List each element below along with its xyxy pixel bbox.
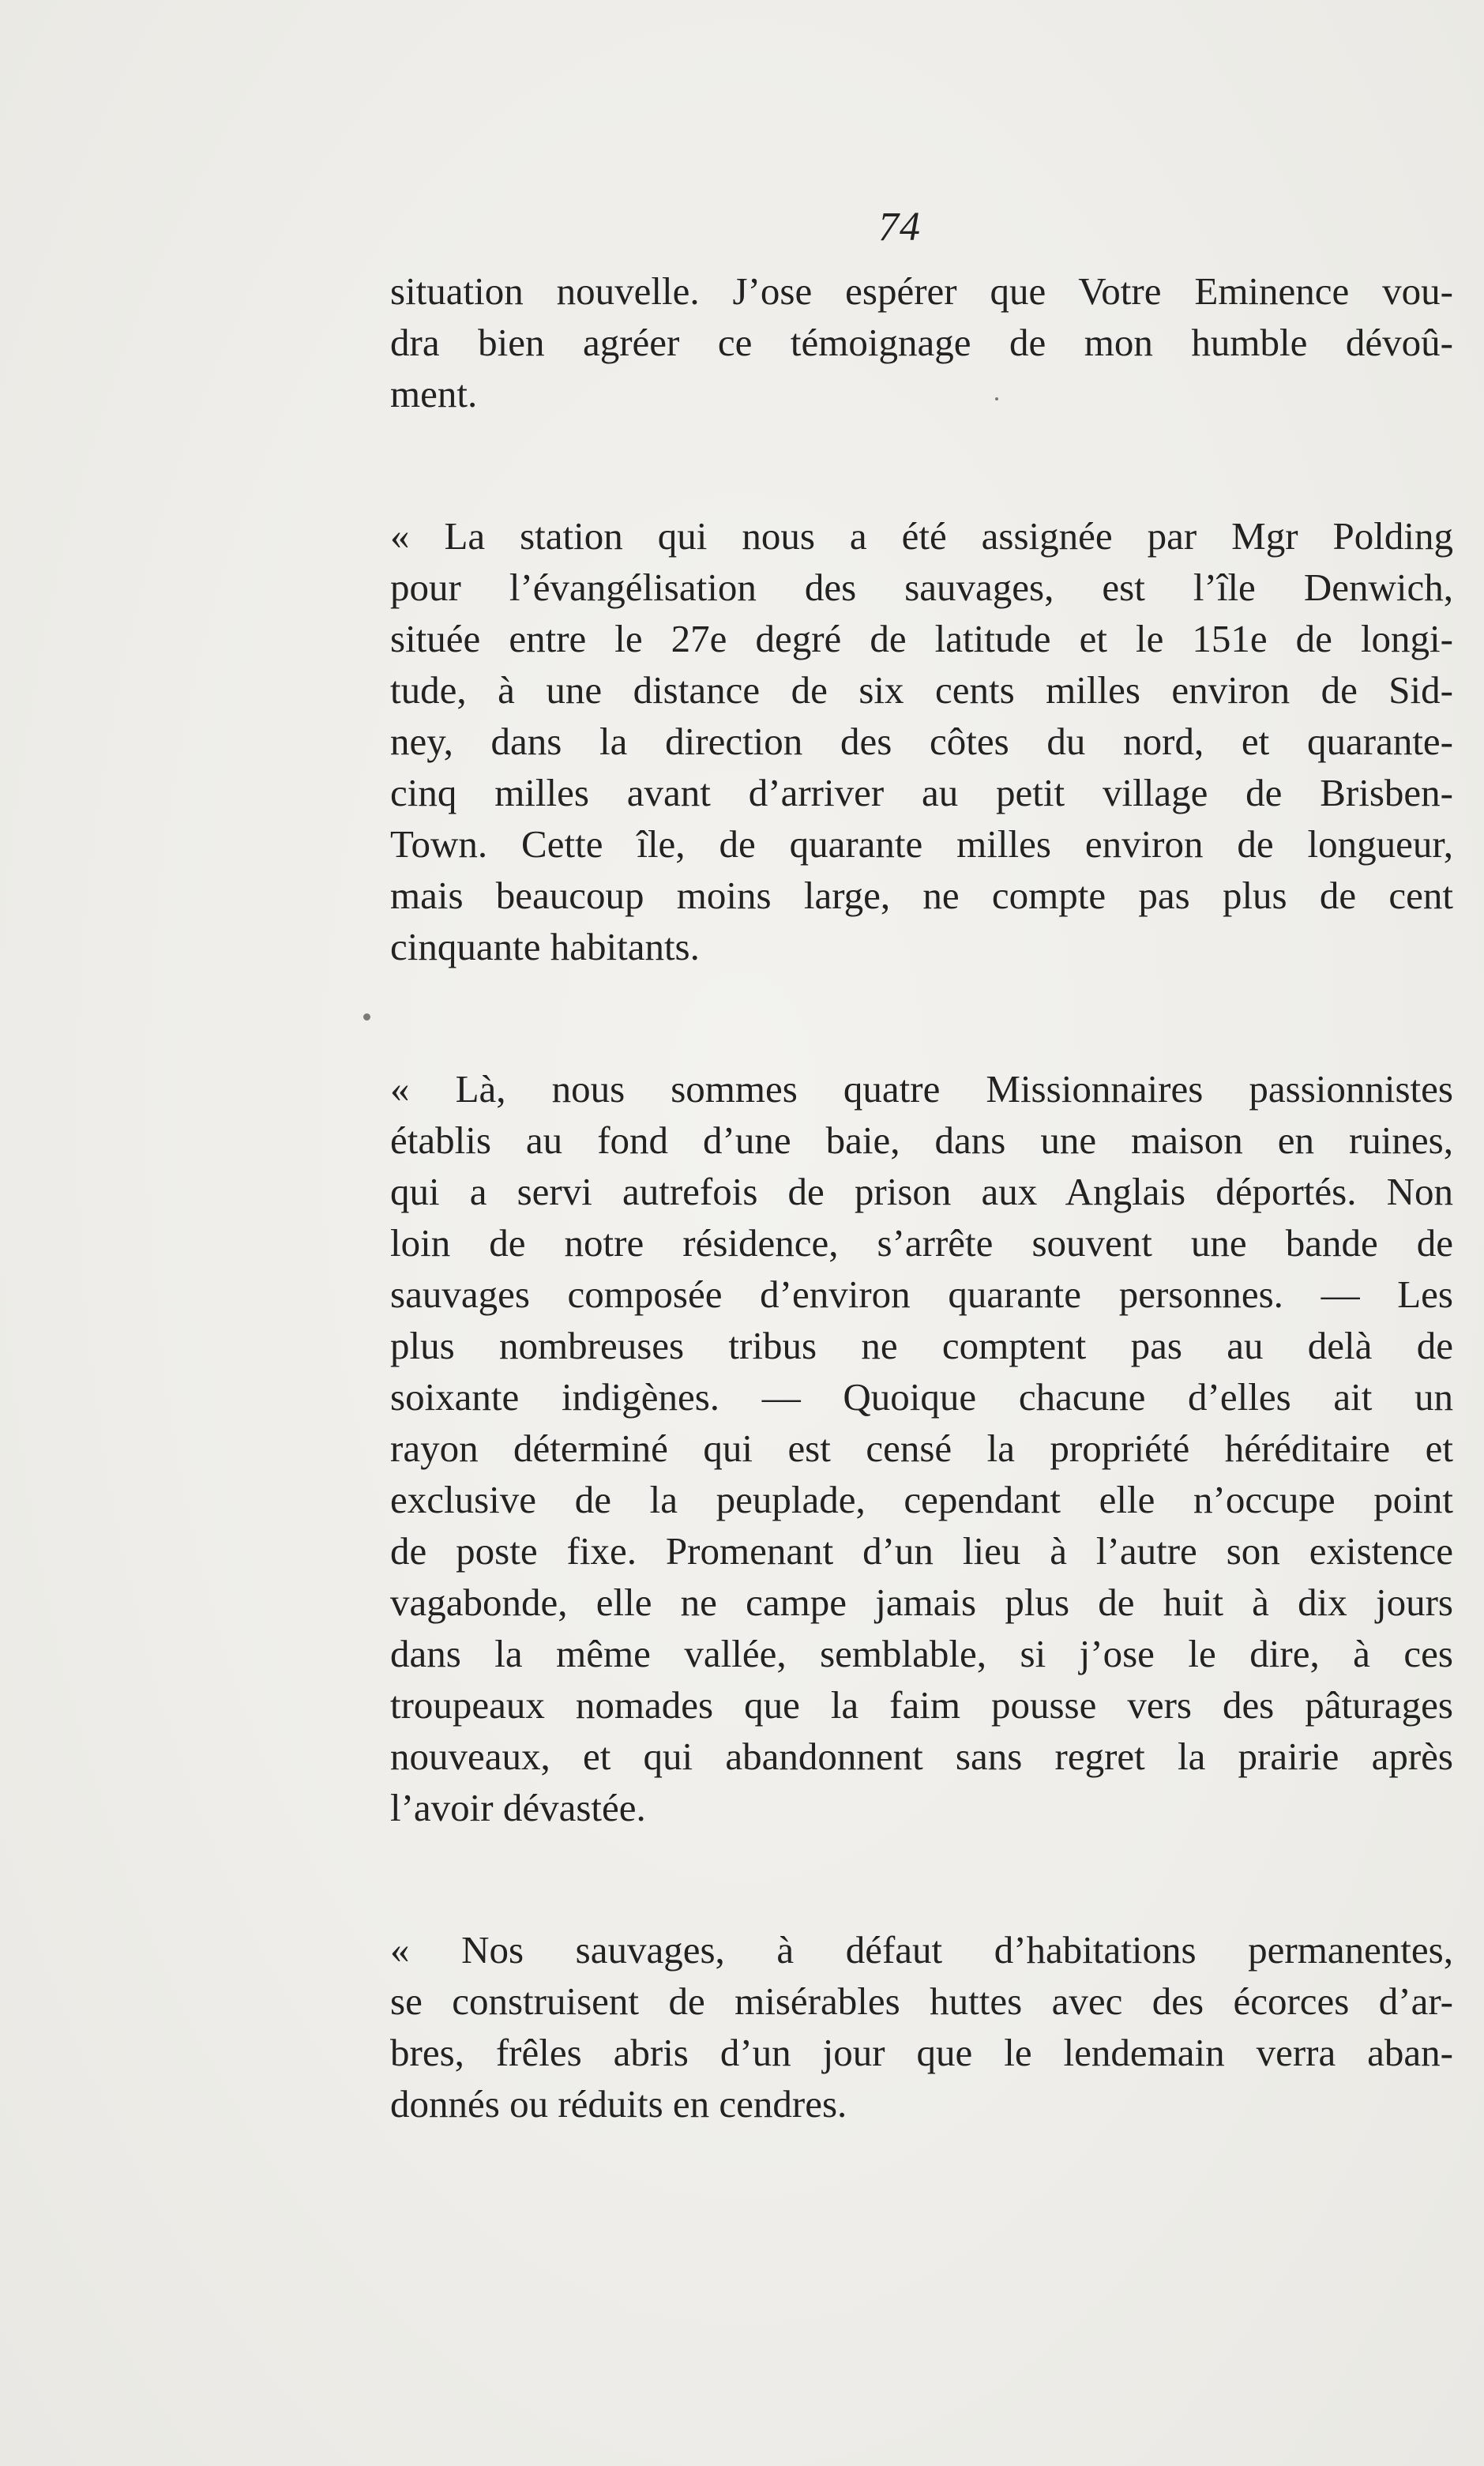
text-line: l’avoir dévastée. [390, 1786, 646, 1829]
paragraph-1 [390, 265, 1453, 419]
text-line: se construisent de misérables huttes avec des écorces d’ar- [390, 1979, 1453, 2023]
text-line: bres, frêles abris d’un jour que le lendemain verra aban- [390, 2031, 1453, 2074]
text-line: pour l’évangélisation des sauvages, est l’île Denwich, [390, 566, 1453, 609]
text-line: sauvages composée d’environ quarante personnes. — Les [390, 1272, 1453, 1316]
ink-speck [995, 397, 998, 400]
text-line: exclusive de la peuplade, cependant elle n’occupe point [390, 1478, 1453, 1521]
text-line: troupeaux nomades que la faim pousse vers des pâturages [390, 1683, 1453, 1727]
text-line: ment. [390, 372, 478, 415]
text-line: soixante indigènes. — Quoique chacune d’elles ait un [390, 1375, 1453, 1419]
text-line: loin de notre résidence, s’arrête souvent une bande de [390, 1221, 1453, 1265]
text-line: ney, dans la direction des côtes du nord, et quarante- [390, 720, 1453, 763]
text-line: dra bien agréer ce témoignage de mon humble dévoû- [390, 321, 1453, 364]
text-line: rayon déterminé qui est censé la propriété héréditaire et [390, 1427, 1453, 1470]
text-line: située entre le 27e degré de latitude et le 151e de longi- [390, 617, 1453, 660]
text-line: qui a servi autrefois de prison aux Anglais déportés. Non [390, 1170, 1453, 1213]
page-number: 74 [878, 205, 921, 250]
body-text [390, 265, 1453, 2130]
paragraph-2 [390, 510, 1453, 972]
text-line: mais beaucoup moins large, ne compte pas plus de cent [390, 874, 1453, 917]
paragraph-3 [390, 1063, 1453, 1833]
text-line: « La station qui nous a été assignée par Mgr Polding [390, 514, 1453, 558]
text-line: vagabonde, elle ne campe jamais plus de huit à dix jours [390, 1581, 1453, 1624]
text-line: de poste fixe. Promenant d’un lieu à l’autre son existence [390, 1529, 1453, 1573]
text-line: « Nos sauvages, à défaut d’habitations permanentes, [390, 1928, 1453, 1972]
text-line: situation nouvelle. J’ose espérer que Votre Eminence vou- [390, 269, 1453, 313]
paragraph-4 [390, 1924, 1453, 2130]
text-line: établis au fond d’une baie, dans une maison en ruines, [390, 1118, 1453, 1162]
text-line: tude, à une distance de six cents milles environ de Sid- [390, 668, 1453, 712]
text-line: Town. Cette île, de quarante milles environ de longueur, [390, 822, 1453, 866]
text-line: cinq milles avant d’arriver au petit village de Brisben- [390, 771, 1453, 814]
text-line: dans la même vallée, semblable, si j’ose le dire, à ces [390, 1632, 1453, 1675]
text-line: cinquante habitants. [390, 925, 700, 968]
text-line: plus nombreuses tribus ne comptent pas au delà de [390, 1324, 1453, 1367]
text-line: « Là, nous sommes quatre Missionnaires passionnistes [390, 1067, 1453, 1111]
ink-speck [363, 1013, 370, 1021]
text-line: donnés ou réduits en cendres. [390, 2082, 847, 2126]
text-line: nouveaux, et qui abandonnent sans regret la prairie après [390, 1735, 1453, 1778]
